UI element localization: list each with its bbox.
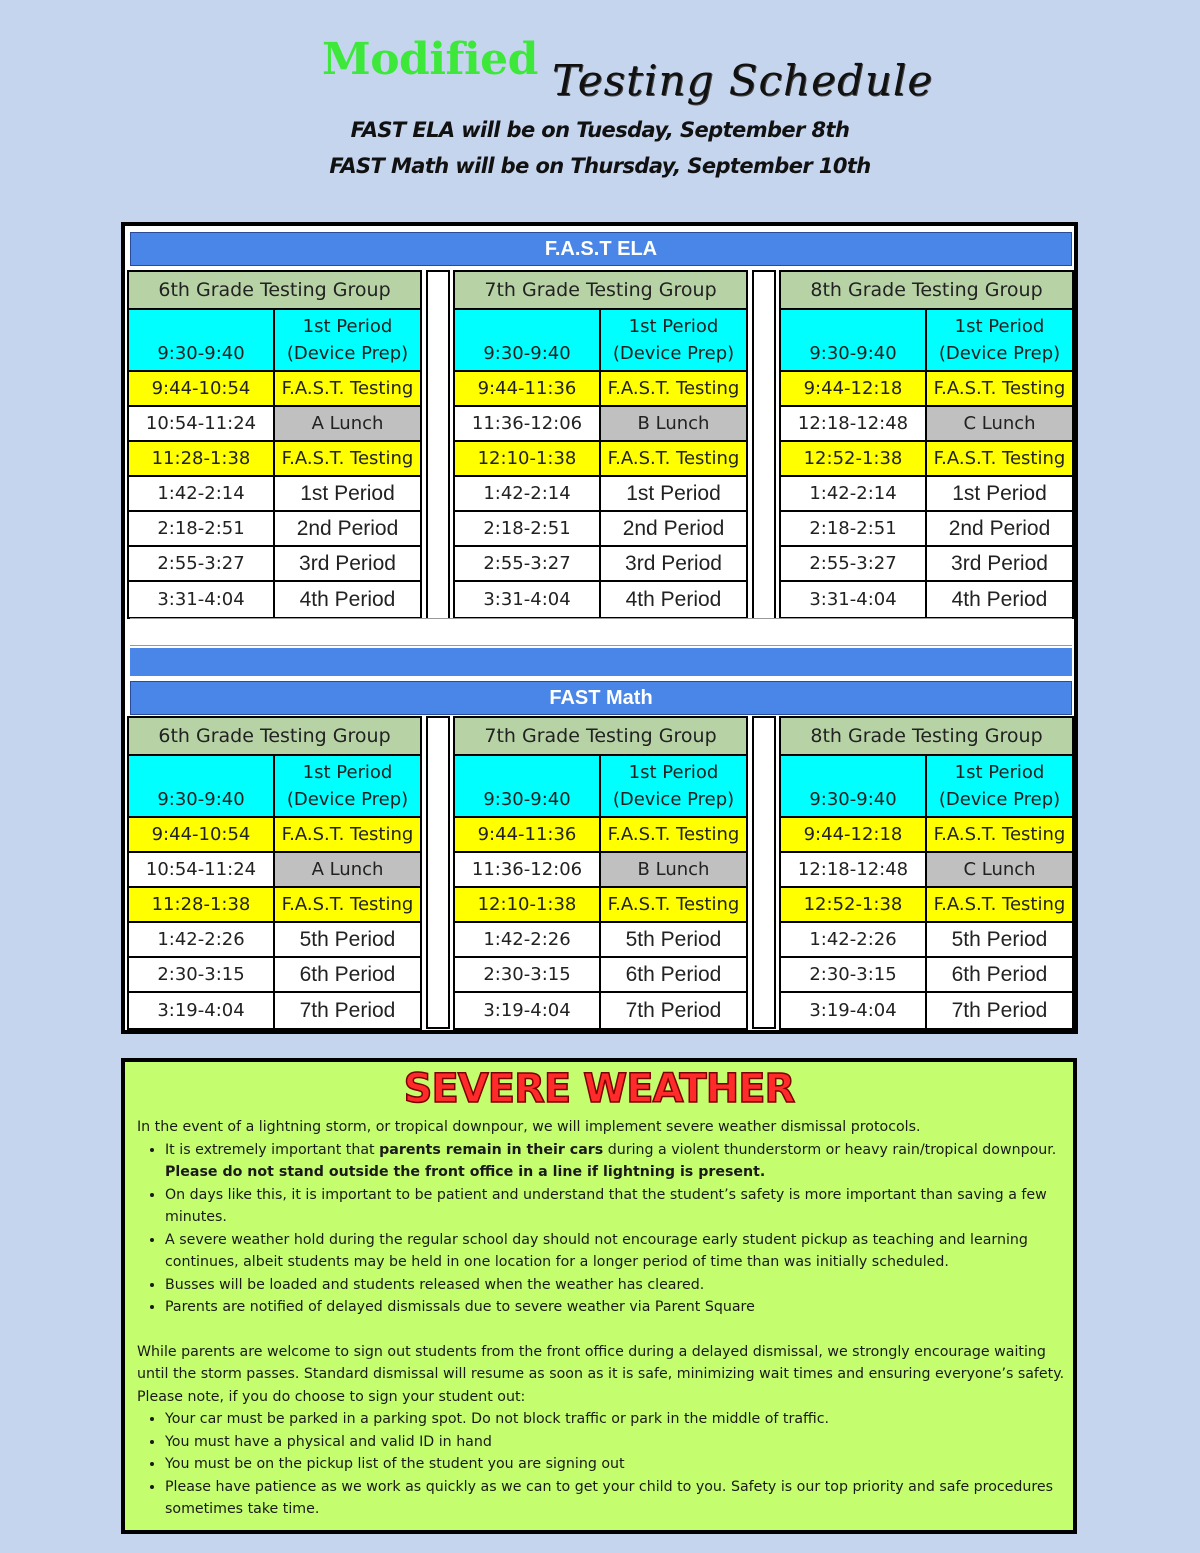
table-row bbox=[129, 582, 420, 617]
time-cell: 12:52-1:38 bbox=[781, 442, 927, 475]
time-cell: 3:19-4:04 bbox=[455, 993, 601, 1028]
activity-cell: F.A.S.T. Testing bbox=[927, 372, 1072, 405]
activity-cell: 4th Period bbox=[299, 587, 396, 611]
table-row bbox=[129, 512, 420, 547]
activity-cell: 1st Period (Device Prep) bbox=[601, 310, 746, 370]
severe-weather-title: SEVERE WEATHER bbox=[403, 1066, 795, 1112]
time-cell: 1:42-2:26 bbox=[129, 923, 275, 956]
time-cell: 9:44-12:18 bbox=[781, 818, 927, 851]
time-cell: 1:42-2:14 bbox=[129, 477, 275, 510]
schedule-panel bbox=[121, 222, 1078, 1034]
activity-cell: A Lunch bbox=[275, 407, 420, 440]
table-row bbox=[129, 853, 420, 888]
activity-cell: 4th Period bbox=[625, 587, 722, 611]
grade-group-6th bbox=[127, 716, 422, 1030]
time-cell: 3:19-4:04 bbox=[781, 993, 927, 1028]
time-cell: 9:30-9:40 bbox=[129, 310, 275, 370]
activity-cell: A Lunch bbox=[275, 853, 420, 886]
table-row bbox=[455, 888, 746, 923]
activity-cell: F.A.S.T. Testing bbox=[275, 888, 420, 921]
time-cell: 12:10-1:38 bbox=[455, 888, 601, 921]
activity-cell: 4th Period bbox=[951, 587, 1048, 611]
activity-cell: 5th Period bbox=[951, 927, 1048, 951]
table-row bbox=[129, 756, 420, 818]
time-cell: 1:42-2:14 bbox=[455, 477, 601, 510]
time-cell: 2:18-2:51 bbox=[455, 512, 601, 545]
activity-cell: 7th Period bbox=[951, 998, 1048, 1022]
activity-cell: 6th Period bbox=[625, 962, 722, 986]
grade-group-7th bbox=[453, 716, 748, 1030]
table-row bbox=[781, 442, 1072, 477]
activity-cell: 1st Period (Device Prep) bbox=[601, 756, 746, 816]
time-cell: 9:30-9:40 bbox=[781, 756, 927, 816]
list-item: • It is extremely important that parents remain in their cars during a violent thunderstorm or heavy rain/tropical downpour. Please do not stand outside the front office in a line if lightning is present. bbox=[165, 1139, 1071, 1184]
time-cell: 11:28-1:38 bbox=[129, 888, 275, 921]
time-cell: 2:30-3:15 bbox=[781, 958, 927, 991]
list-item: • On days like this, it is important to be patient and understand that the student’s safety is more important than saving a few minutes. bbox=[165, 1184, 1071, 1229]
section-divider bbox=[130, 648, 1072, 676]
activity-cell: F.A.S.T. Testing bbox=[601, 818, 746, 851]
time-cell: 9:30-9:40 bbox=[781, 310, 927, 370]
list-item: • A severe weather hold during the regular school day should not encourage early student pickup as teaching and learning continues, albeit students may be held in one location for a longer period of time than was initially scheduled. bbox=[165, 1229, 1071, 1274]
table-row bbox=[455, 512, 746, 547]
table-row bbox=[455, 372, 746, 407]
table-row bbox=[129, 547, 420, 582]
ela-banner: F.A.S.T ELA bbox=[130, 232, 1072, 266]
activity-cell: 5th Period bbox=[299, 927, 396, 951]
list-item: • Busses will be loaded and students released when the weather has cleared. bbox=[165, 1274, 1071, 1297]
title-modified: Modified bbox=[322, 34, 538, 85]
activity-cell: F.A.S.T. Testing bbox=[601, 442, 746, 475]
activity-cell: 1st Period bbox=[626, 481, 721, 505]
table-row bbox=[455, 923, 746, 958]
table-row bbox=[455, 993, 746, 1028]
time-cell: 12:18-12:48 bbox=[781, 853, 927, 886]
time-cell: 11:36-12:06 bbox=[455, 407, 601, 440]
empty-row bbox=[130, 618, 1072, 646]
table-row bbox=[129, 407, 420, 442]
time-cell: 10:54-11:24 bbox=[129, 407, 275, 440]
time-cell: 2:55-3:27 bbox=[455, 547, 601, 580]
severe-weather-panel bbox=[121, 1058, 1077, 1534]
time-cell: 2:55-3:27 bbox=[781, 547, 927, 580]
column-separator bbox=[426, 716, 450, 1029]
activity-cell: F.A.S.T. Testing bbox=[275, 442, 420, 475]
table-row bbox=[129, 310, 420, 372]
activity-cell: B Lunch bbox=[601, 407, 746, 440]
activity-cell: 7th Period bbox=[625, 998, 722, 1022]
column-separator bbox=[426, 270, 450, 620]
table-row bbox=[129, 923, 420, 958]
table-row bbox=[455, 756, 746, 818]
activity-cell: 1st Period (Device Prep) bbox=[275, 310, 420, 370]
grade-group-6th bbox=[127, 270, 422, 619]
math-date-line: FAST Math will be on Thursday, September 10th bbox=[329, 154, 871, 178]
activity-cell: 1st Period bbox=[952, 481, 1047, 505]
time-cell: 12:10-1:38 bbox=[455, 442, 601, 475]
table-row bbox=[129, 818, 420, 853]
activity-cell: 1st Period (Device Prep) bbox=[927, 310, 1072, 370]
group-title: 7th Grade Testing Group bbox=[455, 718, 746, 756]
time-cell: 9:44-11:36 bbox=[455, 372, 601, 405]
grade-group-8th bbox=[779, 270, 1074, 619]
activity-cell: 2nd Period bbox=[622, 516, 725, 540]
time-cell: 1:42-2:26 bbox=[781, 923, 927, 956]
activity-cell: F.A.S.T. Testing bbox=[275, 818, 420, 851]
activity-cell: 3rd Period bbox=[299, 551, 396, 575]
table-row bbox=[781, 993, 1072, 1028]
title-testing-schedule: Testing Schedule bbox=[552, 56, 934, 105]
activity-cell: 2nd Period bbox=[296, 516, 399, 540]
time-cell: 3:31-4:04 bbox=[455, 582, 601, 617]
table-row bbox=[455, 407, 746, 442]
group-title: 6th Grade Testing Group bbox=[129, 272, 420, 310]
table-row bbox=[455, 818, 746, 853]
activity-cell: F.A.S.T. Testing bbox=[275, 372, 420, 405]
severe-weather-body bbox=[137, 1116, 1071, 1521]
time-cell: 9:44-12:18 bbox=[781, 372, 927, 405]
list-item: • Please have patience as we work as quickly as we can to get your child to you. Safety is our top priority and safe procedures sometimes take time. bbox=[165, 1476, 1071, 1521]
time-cell: 9:44-10:54 bbox=[129, 818, 275, 851]
time-cell: 9:44-11:36 bbox=[455, 818, 601, 851]
time-cell: 10:54-11:24 bbox=[129, 853, 275, 886]
group-title: 6th Grade Testing Group bbox=[129, 718, 420, 756]
weather-list bbox=[137, 1139, 1071, 1319]
time-cell: 2:55-3:27 bbox=[129, 547, 275, 580]
table-row bbox=[455, 853, 746, 888]
time-cell: 1:42-2:14 bbox=[781, 477, 927, 510]
grade-group-8th bbox=[779, 716, 1074, 1030]
table-row bbox=[129, 958, 420, 993]
time-cell: 9:30-9:40 bbox=[455, 756, 601, 816]
list-item: • You must have a physical and valid ID in hand bbox=[165, 1431, 1071, 1454]
signout-list bbox=[137, 1408, 1071, 1521]
activity-cell: 6th Period bbox=[951, 962, 1048, 986]
time-cell: 1:42-2:26 bbox=[455, 923, 601, 956]
table-row bbox=[781, 888, 1072, 923]
table-row bbox=[455, 310, 746, 372]
activity-cell: C Lunch bbox=[927, 853, 1072, 886]
time-cell: 2:18-2:51 bbox=[781, 512, 927, 545]
table-row bbox=[129, 888, 420, 923]
table-row bbox=[455, 442, 746, 477]
time-cell: 12:18-12:48 bbox=[781, 407, 927, 440]
activity-cell: F.A.S.T. Testing bbox=[601, 372, 746, 405]
table-row bbox=[781, 853, 1072, 888]
group-title: 8th Grade Testing Group bbox=[781, 718, 1072, 756]
table-row bbox=[455, 582, 746, 617]
activity-cell: 1st Period (Device Prep) bbox=[275, 756, 420, 816]
activity-cell: C Lunch bbox=[927, 407, 1072, 440]
table-row bbox=[781, 477, 1072, 512]
activity-cell: F.A.S.T. Testing bbox=[927, 818, 1072, 851]
list-item: • Your car must be parked in a parking spot. Do not block traffic or park in the middle of traffic. bbox=[165, 1408, 1071, 1431]
table-row bbox=[781, 407, 1072, 442]
weather-intro: In the event of a lightning storm, or tropical downpour, we will implement severe weather dismissal protocols. bbox=[137, 1119, 921, 1135]
ela-date-line: FAST ELA will be on Tuesday, September 8th bbox=[350, 118, 850, 142]
time-cell: 9:30-9:40 bbox=[455, 310, 601, 370]
time-cell: 3:31-4:04 bbox=[129, 582, 275, 617]
column-separator bbox=[752, 270, 776, 620]
activity-cell: 7th Period bbox=[299, 998, 396, 1022]
time-cell: 3:19-4:04 bbox=[129, 993, 275, 1028]
activity-cell: 5th Period bbox=[625, 927, 722, 951]
math-banner: FAST Math bbox=[130, 681, 1072, 715]
table-row bbox=[129, 993, 420, 1028]
time-cell: 11:36-12:06 bbox=[455, 853, 601, 886]
table-row bbox=[781, 372, 1072, 407]
activity-cell: 3rd Period bbox=[951, 551, 1048, 575]
table-row bbox=[129, 477, 420, 512]
time-cell: 2:30-3:15 bbox=[129, 958, 275, 991]
weather-paragraph: While parents are welcome to sign out students from the front office during a delayed dismissal, we strongly encourage waiting until the storm passes. Standard dismissal will resume as soon as it is safe, minimizing wait times and ensuring everyone’s safety. Please note, if you do choose to sign your student out: bbox=[137, 1343, 1065, 1405]
table-row bbox=[781, 958, 1072, 993]
activity-cell: 1st Period (Device Prep) bbox=[927, 756, 1072, 816]
table-row bbox=[781, 547, 1072, 582]
table-row bbox=[455, 547, 746, 582]
group-title: 8th Grade Testing Group bbox=[781, 272, 1072, 310]
time-cell: 9:44-10:54 bbox=[129, 372, 275, 405]
time-cell: 2:18-2:51 bbox=[129, 512, 275, 545]
table-row bbox=[129, 372, 420, 407]
activity-cell: F.A.S.T. Testing bbox=[927, 888, 1072, 921]
table-row bbox=[455, 477, 746, 512]
activity-cell: 6th Period bbox=[299, 962, 396, 986]
grade-group-7th bbox=[453, 270, 748, 619]
table-row bbox=[781, 310, 1072, 372]
table-row bbox=[129, 442, 420, 477]
group-title: 7th Grade Testing Group bbox=[455, 272, 746, 310]
activity-cell: 2nd Period bbox=[948, 516, 1051, 540]
activity-cell: 1st Period bbox=[300, 481, 395, 505]
time-cell: 2:30-3:15 bbox=[455, 958, 601, 991]
activity-cell: 3rd Period bbox=[625, 551, 722, 575]
time-cell: 3:31-4:04 bbox=[781, 582, 927, 617]
table-row bbox=[781, 923, 1072, 958]
activity-cell: F.A.S.T. Testing bbox=[601, 888, 746, 921]
table-row bbox=[455, 958, 746, 993]
activity-cell: F.A.S.T. Testing bbox=[927, 442, 1072, 475]
time-cell: 9:30-9:40 bbox=[129, 756, 275, 816]
time-cell: 12:52-1:38 bbox=[781, 888, 927, 921]
list-item: • You must be on the pickup list of the student you are signing out bbox=[165, 1453, 1071, 1476]
column-separator bbox=[752, 716, 776, 1029]
table-row bbox=[781, 818, 1072, 853]
table-row bbox=[781, 756, 1072, 818]
list-item: • Parents are notified of delayed dismissals due to severe weather via Parent Square bbox=[165, 1296, 1071, 1319]
activity-cell: B Lunch bbox=[601, 853, 746, 886]
table-row bbox=[781, 512, 1072, 547]
table-row bbox=[781, 582, 1072, 617]
time-cell: 11:28-1:38 bbox=[129, 442, 275, 475]
